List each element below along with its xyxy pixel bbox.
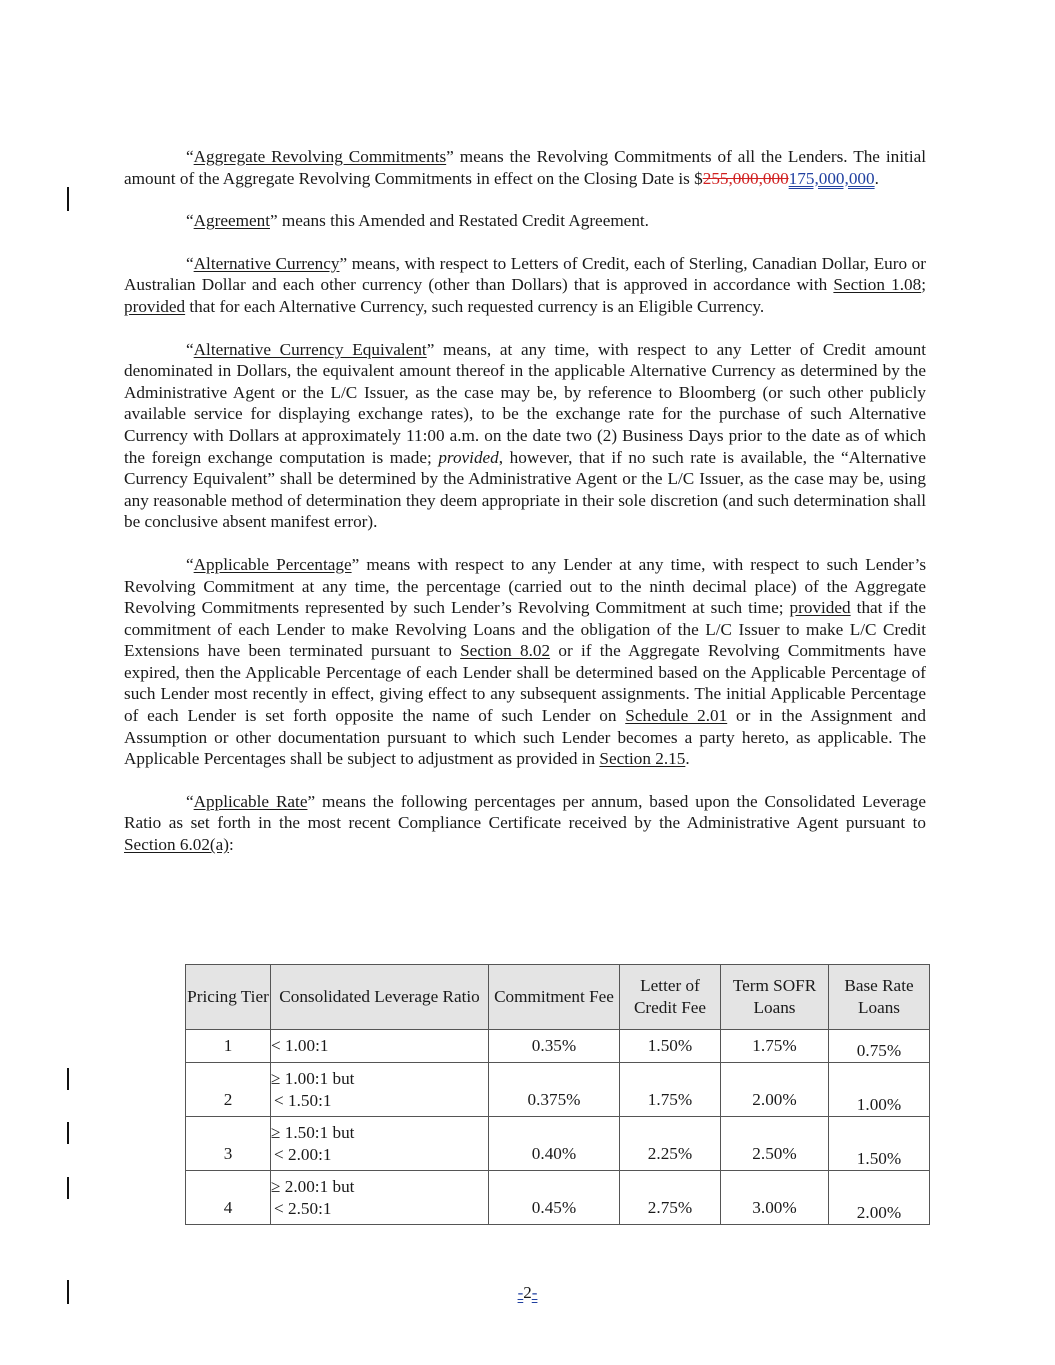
defined-term: Aggregate Revolving Commitments [193, 147, 447, 166]
document-page [124, 146, 926, 877]
defined-term: Applicable Rate [193, 791, 308, 811]
header-pricing-tier: Pricing Tier [186, 965, 271, 1030]
change-bar [67, 1177, 69, 1199]
provided-term: provided [789, 598, 851, 618]
change-bar [67, 1122, 69, 1144]
sofr-cell: 2.00% [721, 1063, 829, 1117]
sofr-cell: 2.50% [721, 1117, 829, 1171]
header-lc-fee: Letter of Credit Fee [620, 965, 721, 1030]
change-bar [67, 187, 69, 211]
applicable-rate-table [185, 964, 930, 1225]
defined-term: Agreement [193, 211, 270, 231]
commitment-fee-cell: 0.45% [489, 1171, 620, 1225]
tier-cell: 4 [186, 1171, 271, 1225]
base-rate-cell: 2.00% [829, 1171, 930, 1225]
section-reference: Section 1.08 [833, 275, 922, 295]
schedule-reference: Schedule 2.01 [625, 706, 728, 726]
lc-fee-cell: 2.75% [620, 1171, 721, 1225]
definition-aggregate-revolving-commitments: “Aggregate Revolving Commitments” means the Revolving Commitments of all the Lenders. The initial amount of the Aggregate Revolving Commitments in effect on the Closing Date is $255,000,000175,000,000. [124, 147, 926, 188]
section-reference: Section 2.15 [599, 749, 686, 769]
section-reference: Section 6.02(a) [124, 835, 230, 855]
definition-agreement: “Agreement” means this Amended and Restated Credit Agreement. [186, 211, 649, 231]
deleted-amount: 255,000,000 [702, 168, 789, 188]
base-rate-cell: 1.00% [829, 1063, 930, 1117]
table-header-row [186, 965, 930, 1030]
defined-term: Alternative Currency [193, 253, 340, 273]
header-commitment-fee: Commitment Fee [489, 965, 620, 1030]
ratio-cell: ≥ 1.00:1 but < 1.50:1 [271, 1063, 489, 1117]
lc-fee-cell: 1.50% [620, 1030, 721, 1063]
sofr-cell: 3.00% [721, 1171, 829, 1225]
commitment-fee-cell: 0.35% [489, 1030, 620, 1063]
ratio-cell: < 1.00:1 [271, 1030, 489, 1063]
definition-applicable-rate: “Applicable Rate” means the following percentages per annum, based upon the Consolidated Leverage Ratio as set forth in the most recent Compliance Certificate received by the Administrative Agent pursuant to Section 6.02(a): [124, 791, 927, 855]
sofr-cell: 1.75% [721, 1030, 829, 1063]
definition-alternative-currency: “Alternative Currency” means, with respect to Letters of Credit, each of Sterling, Canadian Dollar, Euro or Australian Dollar and each other currency (other than Dollars) that is approved in accordance with Section 1.08; provided that for each Alternative Currency, such requested currency is an Eligible Currency. [124, 253, 926, 316]
header-leverage-ratio: Consolidated Leverage Ratio [271, 965, 489, 1030]
lc-fee-cell: 1.75% [620, 1063, 721, 1117]
table-row [186, 1171, 930, 1225]
commitment-fee-cell: 0.40% [489, 1117, 620, 1171]
table-row [186, 1117, 930, 1171]
definition-applicable-percentage: “Applicable Percentage” means with respect to any Lender at any time, with respect to such Lender’s Revolving Commitment at any time, the percentage (carried out to the ninth decimal place) of the Aggregate Revolving Commitments represented by such Lender’s Revolving Commitment at such time; provided that if the commitment of each Lender to make Revolving Loans and the obligation of the L/C Issuer to make L/C Credit Extensions have been terminated pursuant to Section 8.02 or if the Aggregate Revolving Commitments have expired, then the Applicable Percentage of each Lender shall be determined based on the Applicable Percentage of such Lender most recently in effect, giving effect to any subsequent assignments. The initial Applicable Percentage of each Lender is set forth opposite the name of such Lender on Schedule 2.01 or in the Assignment and Assumption or other documentation pursuant to which such Lender becomes a party hereto, as applicable. The Applicable Percentages shall be subject to adjustment as provided in Section 2.15. [124, 554, 927, 769]
definition-alternative-currency-equivalent: “Alternative Currency Equivalent” means, at any time, with respect to any Letter of Credit amount denominated in Dollars, the equivalent amount thereof in the applicable Alternative Currency as determined by the Administrative Agent or the L/C Issuer, as the case may be, by reference to Bloomberg (or such other publicly available service for displaying exchange rates), to be the exchange rate for the purchase of such Alternative Currency with Dollars at approximately 11:00 a.m. on the date two (2) Business Days prior to the date as of which the foreign exchange computation is made; provided, however, that if no such rate is available, the “Alternative Currency Equivalent” shall be determined by the Administrative Agent or the L/C Issuer, as the case may be, using any reasonable method of determination they deem appropriate in their sole discretion (and such determination shall be conclusive absent manifest error). [124, 339, 927, 532]
tier-cell: 1 [186, 1030, 271, 1063]
provided-term: provided [124, 296, 186, 316]
table-row [186, 1030, 930, 1063]
change-bar [67, 1068, 69, 1090]
inserted-amount: 175,000,000 [788, 168, 875, 188]
defined-term: Alternative Currency Equivalent [193, 339, 427, 359]
section-reference: Section 8.02 [460, 641, 551, 661]
page-number: -2- [517, 1283, 538, 1302]
provided-term: provided [438, 447, 499, 467]
base-rate-cell: 1.50% [829, 1117, 930, 1171]
lc-fee-cell: 2.25% [620, 1117, 721, 1171]
ratio-cell: ≥ 2.00:1 but < 2.50:1 [271, 1171, 489, 1225]
table-row [186, 1063, 930, 1117]
tier-cell: 3 [186, 1117, 271, 1171]
header-base-rate: Base Rate Loans [829, 965, 930, 1030]
tier-cell: 2 [186, 1063, 271, 1117]
ratio-cell: ≥ 1.50:1 but < 2.00:1 [271, 1117, 489, 1171]
defined-term: Applicable Percentage [193, 554, 352, 574]
commitment-fee-cell: 0.375% [489, 1063, 620, 1117]
header-term-sofr: Term SOFR Loans [721, 965, 829, 1030]
base-rate-cell: 0.75% [829, 1030, 930, 1063]
